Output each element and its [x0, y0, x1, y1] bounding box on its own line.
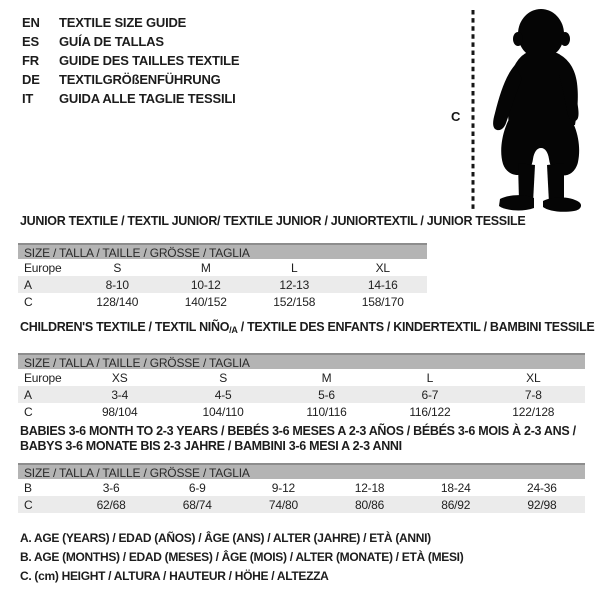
- size-cell: 12-13: [279, 277, 310, 292]
- table-row: [18, 276, 427, 293]
- row-label: A: [24, 277, 32, 292]
- row-label: Europe: [24, 260, 62, 275]
- toddler-silhouette-icon: [493, 9, 581, 212]
- guide-title-it: GUIDA ALLE TAGLIE TESSILI: [59, 91, 236, 106]
- size-cell: 4-5: [214, 387, 232, 402]
- note-age-months: B. AGE (MONTHS) / EDAD (MESES) / ÂGE (MOIS) / ALTER (MONATE) / ETÀ (MESI): [20, 550, 464, 564]
- size-cell: 110/116: [306, 404, 347, 419]
- guide-title-de: TEXTILGRÖßENFÜHRUNG: [59, 72, 221, 87]
- table-row: [18, 386, 585, 403]
- size-table-body: [18, 259, 427, 310]
- table-row: [18, 369, 585, 386]
- table-row: [18, 259, 427, 276]
- size-cell: 98/104: [101, 404, 138, 419]
- babies-size-table: [18, 463, 585, 513]
- table-title-part: /A: [229, 325, 238, 335]
- guide-title-fr: GUIDE DES TAILLES TEXTILE: [59, 53, 240, 68]
- size-cell: L: [291, 260, 298, 275]
- row-label: Europe: [24, 370, 62, 385]
- size-cell: 6-9: [188, 480, 206, 495]
- size-table-header: SIZE / TALLA / TAILLE / GRÖSSE / TAGLIA: [18, 243, 427, 259]
- junior-size-table: [18, 243, 427, 310]
- size-cell: 18-24: [440, 480, 471, 495]
- children-textile-section: [18, 320, 595, 420]
- size-cell: 68/74: [182, 497, 212, 512]
- size-cell: 6-7: [421, 387, 439, 402]
- size-cell: 3-4: [111, 387, 129, 402]
- size-cell: 122/128: [512, 404, 555, 419]
- table-row: [18, 403, 585, 420]
- size-cell: XL: [375, 260, 390, 275]
- language-code: DE: [22, 72, 40, 87]
- size-cell: 10-12: [190, 277, 221, 292]
- table-row: [18, 479, 585, 496]
- language-row-fr: [22, 51, 239, 70]
- size-cell: 152/158: [273, 294, 316, 309]
- size-cell: 62/68: [96, 497, 126, 512]
- size-cell: 7-8: [524, 387, 542, 402]
- table-title-part: CHILDREN'S TEXTILE / TEXTIL NIÑO: [20, 320, 230, 334]
- table-title-part: / TEXTILE DES ENFANTS / KINDERTEXTIL / BAMBINI TESSILE: [237, 320, 595, 334]
- guide-title-es: GUÍA DE TALLAS: [59, 34, 164, 49]
- size-cell: S: [219, 370, 227, 385]
- size-cell: 158/170: [361, 294, 404, 309]
- toddler-height-figure: [440, 4, 600, 216]
- language-code: ES: [22, 34, 39, 49]
- row-label: B: [24, 480, 32, 495]
- language-title-list: [22, 13, 239, 108]
- children-size-table: [18, 353, 585, 420]
- row-label: C: [24, 404, 33, 419]
- size-cell: 12-18: [354, 480, 385, 495]
- guide-title-en: TEXTILE SIZE GUIDE: [59, 15, 187, 30]
- size-cell: XS: [111, 370, 128, 385]
- language-code: IT: [22, 91, 34, 106]
- size-cell: 3-6: [102, 480, 120, 495]
- size-table-body: [18, 479, 585, 513]
- language-row-de: [22, 70, 239, 89]
- language-row-es: [22, 32, 239, 51]
- language-row-it: [22, 89, 239, 108]
- measure-label-c: C: [451, 109, 461, 124]
- legend-notes: [20, 529, 463, 586]
- note-age-years: A. AGE (YEARS) / EDAD (AÑOS) / ÂGE (ANS) / ALTER (JAHRE) / ETÀ (ANNI): [20, 531, 431, 545]
- table-row: [18, 496, 585, 513]
- size-cell: 74/80: [268, 497, 298, 512]
- size-cell: 86/92: [441, 497, 471, 512]
- children-textile-title: [18, 320, 595, 338]
- size-table-header: SIZE / TALLA / TAILLE / GRÖSSE / TAGLIA: [18, 463, 585, 479]
- language-row-en: [22, 13, 239, 32]
- junior-textile-section: [18, 214, 526, 310]
- table-row: [18, 293, 427, 310]
- size-cell: S: [113, 260, 122, 275]
- row-label: C: [24, 294, 33, 309]
- size-cell: 5-6: [318, 387, 335, 402]
- size-cell: M: [200, 260, 211, 275]
- size-cell: 14-16: [367, 277, 398, 292]
- junior-textile-title: [18, 214, 526, 229]
- size-cell: 9-12: [271, 480, 296, 495]
- size-table-header: SIZE / TALLA / TAILLE / GRÖSSE / TAGLIA: [18, 353, 585, 369]
- size-cell: M: [321, 370, 332, 385]
- size-table-body: [18, 369, 585, 420]
- language-code: EN: [22, 15, 40, 30]
- size-cell: 92/98: [527, 497, 557, 512]
- babies-textile-title: [18, 424, 585, 454]
- table-title-part: BABYS 3-6 MONATE BIS 2-3 JAHRE / BAMBINI 3-6 MESI A 2-3 ANNI: [20, 439, 402, 453]
- size-cell: XL: [526, 370, 541, 385]
- size-cell: 8-10: [105, 277, 129, 292]
- size-cell: 24-36: [527, 480, 557, 495]
- size-cell: 140/152: [184, 294, 227, 309]
- note-height-cm: C. (cm) HEIGHT / ALTURA / HAUTEUR / HÖHE / ALTEZZA: [20, 569, 329, 583]
- size-cell: 80/86: [355, 497, 385, 512]
- table-title-part: JUNIOR TEXTILE / TEXTIL JUNIOR/ TEXTILE JUNIOR / JUNIORTEXTIL / JUNIOR TESSILE: [20, 214, 526, 228]
- size-cell: 104/110: [202, 404, 244, 419]
- row-label: A: [24, 387, 32, 402]
- row-label: C: [24, 497, 33, 512]
- size-cell: L: [426, 370, 434, 385]
- size-cell: 116/122: [409, 404, 451, 419]
- babies-textile-section: [18, 424, 585, 513]
- language-code: FR: [22, 53, 39, 68]
- size-cell: 128/140: [96, 294, 139, 309]
- table-title-part: BABIES 3-6 MONTH TO 2-3 YEARS / BEBÉS 3-6 MESES A 2-3 AÑOS / BÉBÉS 3-6 MOIS À 2-3 ANS /: [20, 424, 576, 438]
